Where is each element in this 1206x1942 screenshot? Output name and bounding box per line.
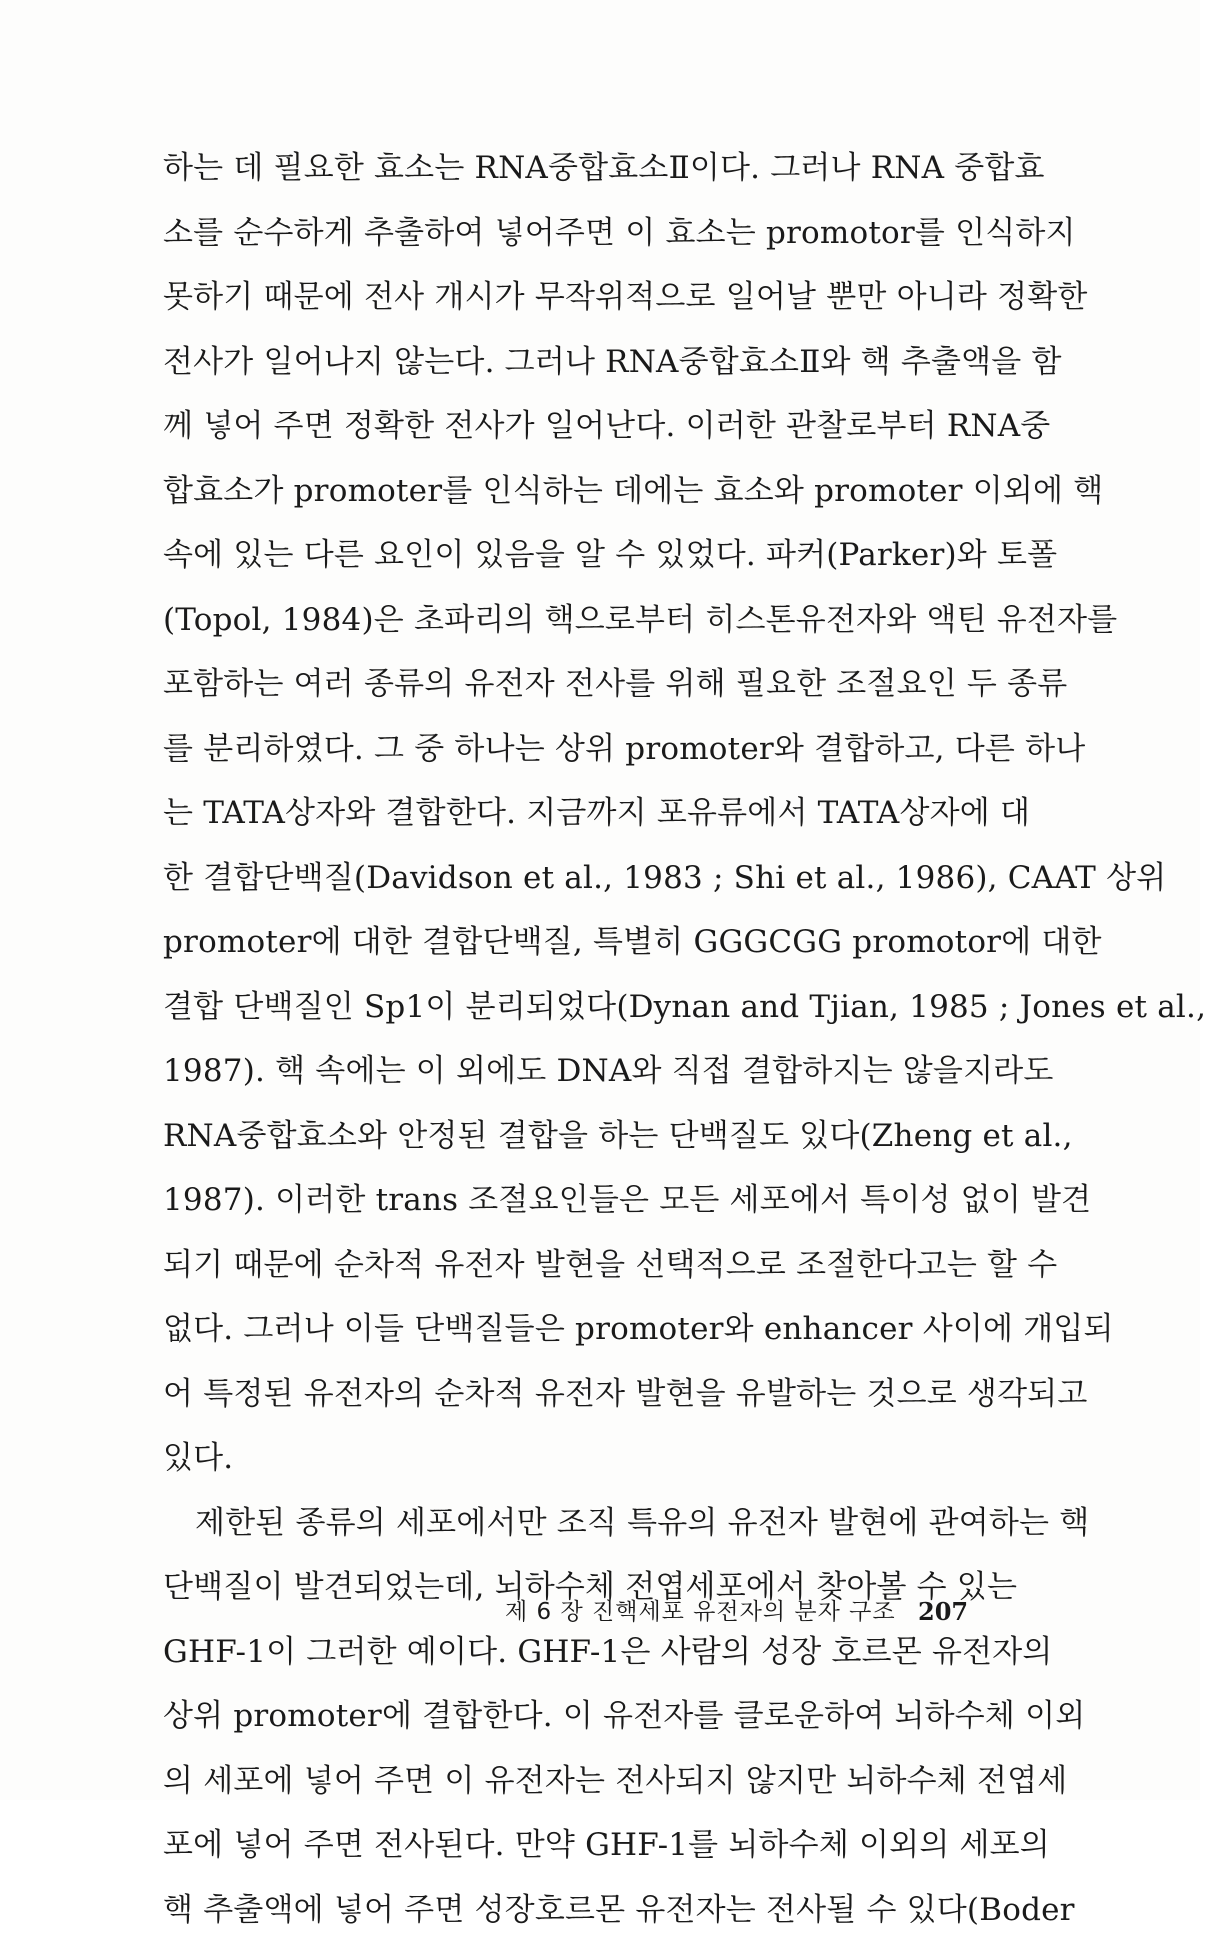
text-line: 핵 추출액에 넣어 주면 성장호르몬 유전자는 전사될 수 있다(Boder — [163, 1878, 1003, 1942]
text-line: 한 결합단백질(Davidson et al., 1983 ; Shi et al., 1986), CAAT 상위 — [163, 846, 1003, 911]
text-line: 의 세포에 넣어 주면 이 유전자는 전사되지 않지만 뇌하수체 전엽세 — [163, 1749, 1003, 1814]
text-line: 단백질이 발견되었는데, 뇌하수체 전엽세포에서 찾아볼 수 있는 — [163, 1555, 1003, 1620]
text-line: (Topol, 1984)은 초파리의 핵으로부터 히스톤유전자와 액틴 유전자를 — [163, 588, 1003, 653]
text-line: 소를 순수하게 추출하여 넣어주면 이 효소는 promotor를 인식하지 — [163, 201, 1003, 266]
paragraph-1 — [163, 136, 1003, 1491]
text-line: 상위 promoter에 결합한다. 이 유전자를 클로운하여 뇌하수체 이외 — [163, 1684, 1003, 1749]
text-line: 전사가 일어나지 않는다. 그러나 RNA중합효소Ⅱ와 핵 추출액을 함 — [163, 330, 1003, 395]
text-line: 포함하는 여러 종류의 유전자 전사를 위해 필요한 조절요인 두 종류 — [163, 652, 1003, 717]
page-footer — [0, 1592, 1200, 1632]
text-line: 어 특정된 유전자의 순차적 유전자 발현을 유발하는 것으로 생각되고 — [163, 1362, 1003, 1427]
text-line: 포에 넣어 주면 전사된다. 만약 GHF-1를 뇌하수체 이외의 세포의 — [163, 1813, 1003, 1878]
text-line: 결합 단백질인 Sp1이 분리되었다(Dynan and Tjian, 1985 ; Jones et al., — [163, 975, 1003, 1040]
page-number: 207 — [918, 1592, 968, 1632]
text-line: 있다. — [163, 1426, 1003, 1491]
text-line: 1987). 이러한 trans 조절요인들은 모든 세포에서 특이성 없이 발견 — [163, 1168, 1003, 1233]
paragraph-2 — [163, 1491, 1003, 1942]
text-line: 께 넣어 주면 정확한 전사가 일어난다. 이러한 관찰로부터 RNA중 — [163, 394, 1003, 459]
text-line: promoter에 대한 결합단백질, 특별히 GGGCGG promotor에 대한 — [163, 910, 1003, 975]
text-line: 속에 있는 다른 요인이 있음을 알 수 있었다. 파커(Parker)와 토폴 — [163, 523, 1003, 588]
body-text — [163, 136, 1003, 1942]
text-line: 없다. 그러나 이들 단백질들은 promoter와 enhancer 사이에 개입되 — [163, 1297, 1003, 1362]
text-line: 를 분리하였다. 그 중 하나는 상위 promoter와 결합하고, 다른 하나 — [163, 717, 1003, 782]
text-line: GHF-1이 그러한 예이다. GHF-1은 사람의 성장 호르몬 유전자의 — [163, 1620, 1003, 1685]
running-head: 제 6 장 진핵세포 유전자의 분자 구조 — [505, 1592, 896, 1632]
text-line: 하는 데 필요한 효소는 RNA중합효소Ⅱ이다. 그러나 RNA 중합효 — [163, 136, 1003, 201]
text-line: RNA중합효소와 안정된 결합을 하는 단백질도 있다(Zheng et al., — [163, 1104, 1003, 1169]
text-line: 제한된 종류의 세포에서만 조직 특유의 유전자 발현에 관여하는 핵 — [163, 1491, 1003, 1556]
text-line: 되기 때문에 순차적 유전자 발현을 선택적으로 조절한다고는 할 수 — [163, 1233, 1003, 1298]
text-line: 1987). 핵 속에는 이 외에도 DNA와 직접 결합하지는 않을지라도 — [163, 1039, 1003, 1104]
text-line: 못하기 때문에 전사 개시가 무작위적으로 일어날 뿐만 아니라 정확한 — [163, 265, 1003, 330]
text-line: 는 TATA상자와 결합한다. 지금까지 포유류에서 TATA상자에 대 — [163, 781, 1003, 846]
text-line: 합효소가 promoter를 인식하는 데에는 효소와 promoter 이외에 핵 — [163, 459, 1003, 524]
